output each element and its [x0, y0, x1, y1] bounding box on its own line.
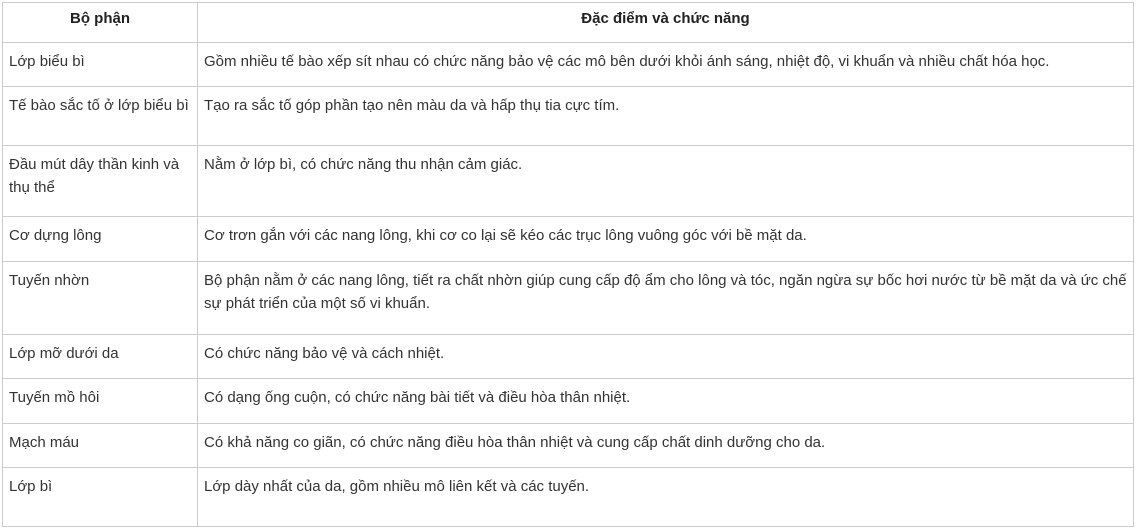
table-row	[3, 217, 1134, 262]
cell-part: Lớp biểu bì	[3, 43, 198, 87]
cell-description: Cơ trơn gắn với các nang lông, khi cơ co lại sẽ kéo các trục lông vuông góc với bề mặt da.	[198, 217, 1134, 262]
cell-part: Cơ dựng lông	[3, 217, 198, 262]
table-header-row	[3, 3, 1134, 43]
cell-description: Nằm ở lớp bì, có chức năng thu nhận cảm giác.	[198, 146, 1134, 217]
table-row	[3, 262, 1134, 335]
cell-part: Lớp mỡ dưới da	[3, 335, 198, 379]
table-row	[3, 146, 1134, 217]
cell-description: Lớp dày nhất của da, gồm nhiều mô liên kết và các tuyến.	[198, 468, 1134, 527]
cell-part: Tế bào sắc tố ở lớp biểu bì	[3, 87, 198, 146]
table-row	[3, 335, 1134, 379]
table-row	[3, 87, 1134, 146]
header-part: Bộ phận	[3, 3, 198, 43]
cell-part: Mạch máu	[3, 424, 198, 468]
skin-parts-table	[2, 2, 1134, 527]
cell-part: Đầu mút dây thần kinh và thụ thể	[3, 146, 198, 217]
header-description: Đặc điểm và chức năng	[198, 3, 1134, 43]
table-row	[3, 379, 1134, 424]
table-row	[3, 43, 1134, 87]
cell-description: Bộ phận nằm ở các nang lông, tiết ra chất nhờn giúp cung cấp độ ẩm cho lông và tóc, ngăn ngừa sự bốc hơi nước từ bề mặt da và ức chế sự phát triển của một số vi khuẩn.	[198, 262, 1134, 335]
cell-description: Có chức năng bảo vệ và cách nhiệt.	[198, 335, 1134, 379]
cell-description: Gồm nhiều tế bào xếp sít nhau có chức năng bảo vệ các mô bên dưới khỏi ánh sáng, nhiệt độ, vi khuẩn và nhiều chất hóa học.	[198, 43, 1134, 87]
cell-description: Tạo ra sắc tố góp phần tạo nên màu da và hấp thụ tia cực tím.	[198, 87, 1134, 146]
cell-description: Có khả năng co giãn, có chức năng điều hòa thân nhiệt và cung cấp chất dinh dưỡng cho da.	[198, 424, 1134, 468]
cell-description: Có dạng ống cuộn, có chức năng bài tiết và điều hòa thân nhiệt.	[198, 379, 1134, 424]
cell-part: Tuyến mồ hôi	[3, 379, 198, 424]
table-row	[3, 468, 1134, 527]
table-row	[3, 424, 1134, 468]
cell-part: Tuyến nhờn	[3, 262, 198, 335]
cell-part: Lớp bì	[3, 468, 198, 527]
